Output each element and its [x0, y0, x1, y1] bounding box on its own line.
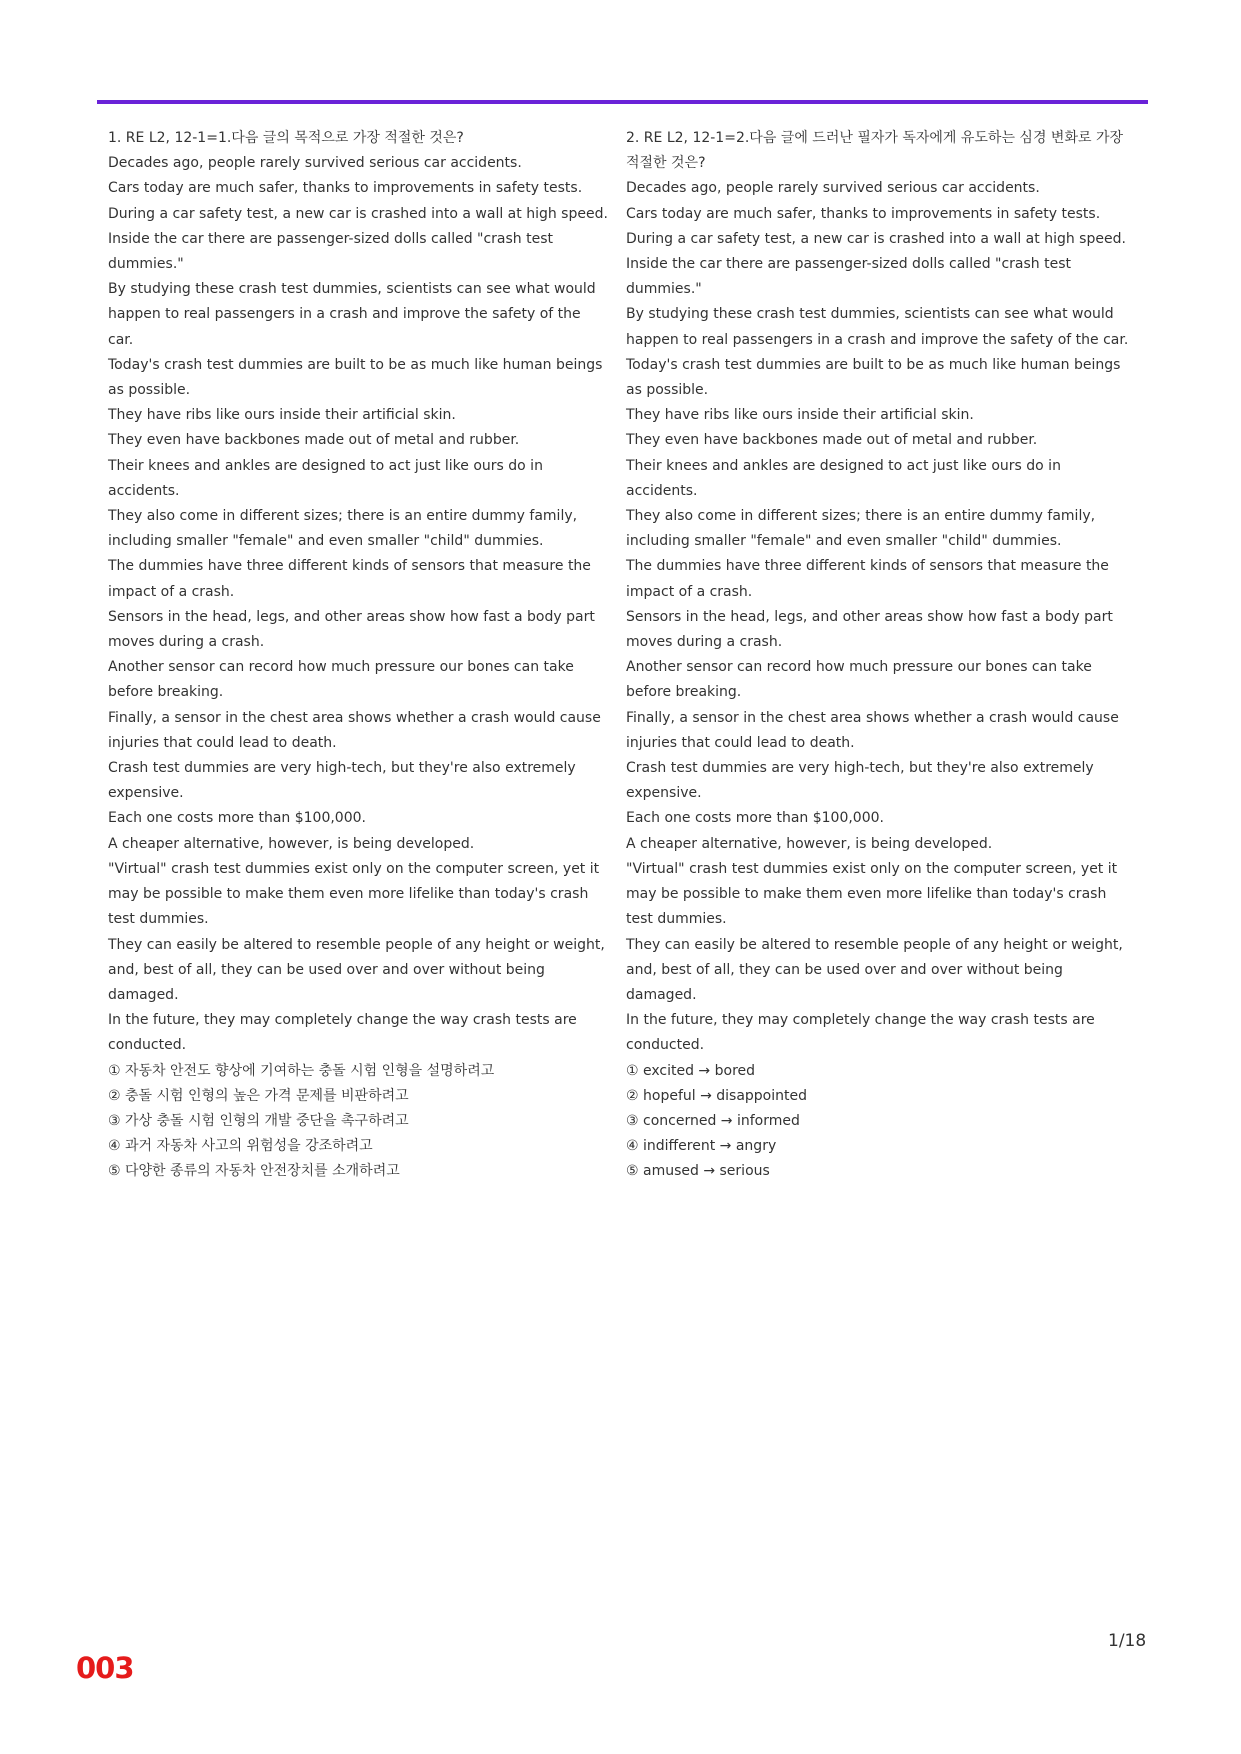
- passage-sentence: In the future, they may completely change the way crash tests are conducted.: [626, 1012, 1095, 1054]
- passage-sentence: In the future, they may completely change the way crash tests are conducted.: [108, 1012, 577, 1054]
- answer-choice-4[interactable]: ④ 과거 자동차 사고의 위험성을 강조하려고: [108, 1138, 373, 1155]
- answer-choice-5[interactable]: ⑤ 다양한 종류의 자동차 안전장치를 소개하려고: [108, 1163, 400, 1180]
- passage-sentence: Finally, a sensor in the chest area shows whether a crash would cause injuries that could lead to death.: [626, 709, 1119, 751]
- passage-sentence: Crash test dummies are very high-tech, but they're also extremely expensive.: [626, 760, 1094, 802]
- question-1-choices: [108, 1059, 608, 1185]
- passage-sentence: They can easily be altered to resemble people of any height or weight, and, best of all, they can be used over and over without being damaged.: [626, 936, 1123, 1003]
- passage-sentence: During a car safety test, a new car is crashed into a wall at high speed.: [108, 205, 608, 222]
- passage-sentence: Sensors in the head, legs, and other areas show how fast a body part moves during a crash.: [626, 608, 1113, 651]
- passage-sentence: The dummies have three different kinds of sensors that measure the impact of a crash.: [108, 558, 591, 600]
- passage-sentence: Decades ago, people rarely survived serious car accidents.: [626, 180, 1040, 197]
- passage-sentence: "Virtual" crash test dummies exist only on the computer screen, yet it may be possible to make them even more lifelike than today's crash test dummies.: [108, 860, 600, 928]
- question-2-choices: [626, 1059, 1131, 1185]
- passage-sentence: Another sensor can record how much pressure our bones can take before breaking.: [108, 659, 574, 701]
- passage-sentence: Inside the car there are passenger-sized dolls called "crash test dummies.": [626, 256, 1072, 298]
- passage-sentence: They even have backbones made out of metal and rubber.: [108, 432, 520, 449]
- passage-sentence: Another sensor can record how much pressure our bones can take before breaking.: [626, 659, 1092, 701]
- question-1-passage: [108, 151, 608, 1058]
- passage-sentence: Cars today are much safer, thanks to improvements in safety tests.: [626, 205, 1101, 222]
- passage-sentence: Each one costs more than $100,000.: [108, 810, 366, 827]
- question-2-passage: [626, 176, 1131, 1058]
- passage-sentence: Today's crash test dummies are built to be as much like human beings as possible.: [626, 356, 1121, 399]
- question-2-title: 2. RE L2, 12-1=2.다음 글에 드러난 필자가 독자에게 유도하는 심경 변화로 가장 적절한 것은?: [626, 130, 1123, 172]
- answer-choice-2[interactable]: ② hopeful → disappointed: [626, 1087, 808, 1104]
- answer-choice-3[interactable]: ③ concerned → informed: [626, 1112, 800, 1129]
- answer-choice-1[interactable]: ① 자동차 안전도 향상에 기여하는 충돌 시험 인형을 설명하려고: [108, 1062, 495, 1079]
- passage-sentence: Decades ago, people rarely survived serious car accidents.: [108, 155, 522, 172]
- passage-sentence: They can easily be altered to resemble people of any height or weight, and, best of all, they can be used over and over without being damaged.: [108, 936, 605, 1003]
- passage-sentence: They have ribs like ours inside their artificial skin.: [108, 407, 456, 424]
- passage-sentence: Sensors in the head, legs, and other areas show how fast a body part moves during a crash.: [108, 608, 595, 651]
- passage-sentence: "Virtual" crash test dummies exist only on the computer screen, yet it may be possible to make them even more lifelike than today's crash test dummies.: [626, 860, 1118, 928]
- question-1: [108, 126, 608, 1185]
- question-2: [626, 126, 1131, 1185]
- passage-sentence: The dummies have three different kinds of sensors that measure the impact of a crash.: [626, 558, 1109, 600]
- passage-sentence: A cheaper alternative, however, is being developed.: [626, 835, 993, 852]
- header-rule: [97, 100, 1148, 104]
- passage-sentence: A cheaper alternative, however, is being developed.: [108, 835, 475, 852]
- passage-sentence: Cars today are much safer, thanks to improvements in safety tests.: [108, 180, 583, 197]
- answer-choice-2[interactable]: ② 충돌 시험 인형의 높은 가격 문제를 비판하려고: [108, 1087, 409, 1104]
- answer-choice-3[interactable]: ③ 가상 충돌 시험 인형의 개발 중단을 촉구하려고: [108, 1112, 409, 1129]
- passage-sentence: They also come in different sizes; there is an entire dummy family, including smaller "female" and even smaller "child" dummies.: [108, 508, 578, 550]
- answer-choice-1[interactable]: ① excited → bored: [626, 1062, 756, 1079]
- answer-choice-4[interactable]: ④ indifferent → angry: [626, 1138, 777, 1155]
- question-1-title: 1. RE L2, 12-1=1.다음 글의 목적으로 가장 적절한 것은?: [108, 130, 464, 146]
- document-code: 003: [76, 1651, 134, 1685]
- answer-choice-5[interactable]: ⑤ amused → serious: [626, 1163, 770, 1180]
- passage-sentence: Today's crash test dummies are built to be as much like human beings as possible.: [108, 356, 603, 399]
- passage-sentence: Each one costs more than $100,000.: [626, 810, 884, 827]
- passage-sentence: During a car safety test, a new car is crashed into a wall at high speed.: [626, 230, 1126, 247]
- passage-sentence: Finally, a sensor in the chest area shows whether a crash would cause injuries that could lead to death.: [108, 709, 601, 751]
- passage-sentence: They even have backbones made out of metal and rubber.: [626, 432, 1038, 449]
- passage-sentence: They have ribs like ours inside their artificial skin.: [626, 407, 974, 424]
- passage-sentence: By studying these crash test dummies, scientists can see what would happen to real passengers in a crash and improve the safety of the car.: [626, 306, 1129, 348]
- passage-sentence: Their knees and ankles are designed to act just like ours do in accidents.: [626, 457, 1061, 499]
- passage-sentence: They also come in different sizes; there is an entire dummy family, including smaller "female" and even smaller "child" dummies.: [626, 508, 1096, 550]
- passage-sentence: By studying these crash test dummies, scientists can see what would happen to real passengers in a crash and improve the safety of the car.: [108, 281, 596, 348]
- passage-sentence: Their knees and ankles are designed to act just like ours do in accidents.: [108, 457, 543, 499]
- passage-sentence: Inside the car there are passenger-sized dolls called "crash test dummies.": [108, 230, 554, 273]
- passage-sentence: Crash test dummies are very high-tech, but they're also extremely expensive.: [108, 760, 576, 802]
- page-number: 1/18: [1108, 1631, 1147, 1651]
